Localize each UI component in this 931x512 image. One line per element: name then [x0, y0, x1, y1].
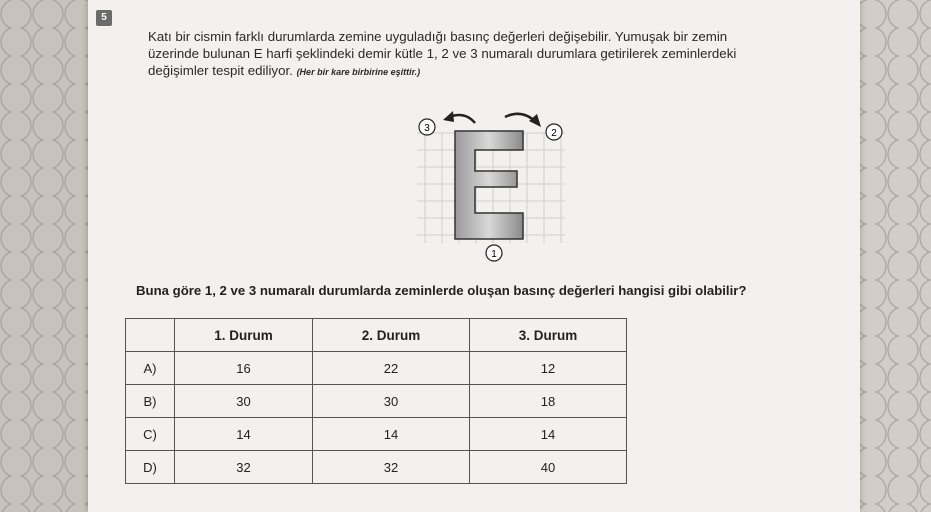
value-durum-3: 40 — [470, 451, 627, 484]
value-durum-2: 32 — [313, 451, 470, 484]
label-2-text: 2 — [551, 128, 557, 139]
question-stem — [148, 28, 828, 81]
value-durum-2: 30 — [313, 385, 470, 418]
value-durum-1: 16 — [175, 352, 313, 385]
option-label[interactable]: C) — [126, 418, 175, 451]
option-row-b[interactable] — [126, 385, 627, 418]
stem-line-1: Katı bir cismin farklı durumlarda zemine uyguladığı basınç değerleri değişebilir. Yumuşak bir zemin — [148, 29, 728, 44]
option-row-c[interactable] — [126, 418, 627, 451]
option-label[interactable]: A) — [126, 352, 175, 385]
stem-line-3 — [148, 62, 828, 81]
value-durum-2: 22 — [313, 352, 470, 385]
option-label[interactable]: B) — [126, 385, 175, 418]
stem-line-3-text: değişimler tespit ediliyor. — [148, 63, 293, 78]
right-background-pattern — [855, 0, 931, 512]
rotate-right-arrowhead — [529, 114, 541, 127]
option-row-a[interactable] — [126, 352, 627, 385]
value-durum-3: 12 — [470, 352, 627, 385]
value-durum-1: 30 — [175, 385, 313, 418]
stem-line-2: üzerinde bulunan E harfi şeklindeki demir kütle 1, 2 ve 3 numaralı durumlara getirilerek zeminlerdeki — [148, 46, 737, 61]
e-shape-figure — [405, 105, 575, 265]
option-row-d[interactable] — [126, 451, 627, 484]
header-durum-3: 3. Durum — [470, 319, 627, 352]
value-durum-2: 14 — [313, 418, 470, 451]
value-durum-3: 14 — [470, 418, 627, 451]
question-number-badge: 5 — [96, 10, 112, 26]
rotate-left-arrowhead — [443, 111, 454, 122]
value-durum-3: 18 — [470, 385, 627, 418]
answer-table — [125, 318, 627, 484]
stem-note: (Her bir kare birbirine eşittir.) — [296, 67, 421, 77]
question-text: Buna göre 1, 2 ve 3 numaralı durumlarda zeminlerde oluşan basınç değerleri hangisi gibi olabilir? — [136, 283, 747, 298]
option-label[interactable]: D) — [126, 451, 175, 484]
header-durum-2: 2. Durum — [313, 319, 470, 352]
value-durum-1: 32 — [175, 451, 313, 484]
value-durum-1: 14 — [175, 418, 313, 451]
label-1-text: 1 — [491, 249, 497, 260]
table-header-row — [126, 319, 627, 352]
label-3-text: 3 — [424, 123, 430, 134]
e-letter-shape — [455, 131, 523, 239]
header-durum-1: 1. Durum — [175, 319, 313, 352]
header-empty — [126, 319, 175, 352]
